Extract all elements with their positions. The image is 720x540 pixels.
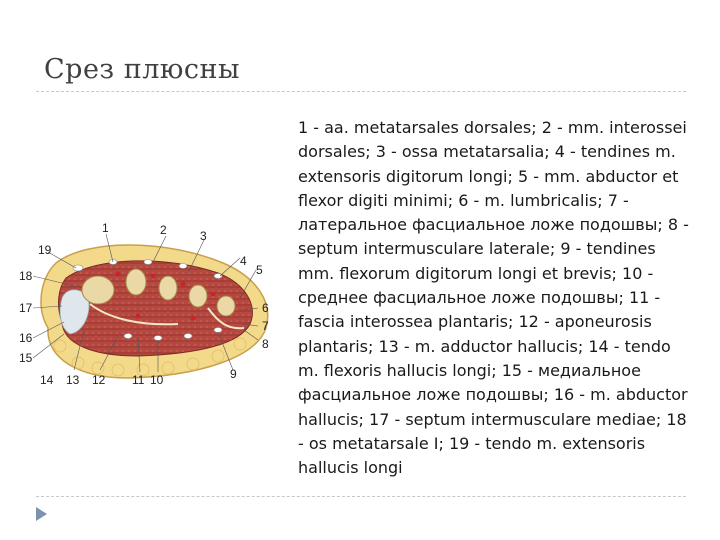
label-17: 17 [19, 301, 33, 315]
label-1: 1 [102, 221, 109, 235]
footer-divider [36, 496, 686, 497]
label-10: 10 [150, 373, 164, 387]
metatarsus-cross-section-figure [18, 218, 280, 388]
label-3: 3 [200, 229, 207, 243]
label-11: 11 [132, 373, 145, 387]
label-7: 7 [262, 319, 269, 333]
label-5: 5 [256, 263, 263, 277]
cross-section-illustration [18, 218, 280, 388]
legend-text: 1 - aa. metatarsales dorsales; 2 - mm. interossei dorsales; 3 - ossa metatarsalia; 4 - tendines m. extensoris digitorum longi; 5 - mm. abductor et flexor digiti minimi; 6 - m. lumbricalis; 7 - латеральное фасциальное ложе подошвы; 8 - septum intermusculare laterale; 9 - tendines mm. flexorum digitorum longi et brevis; 10 - среднее фасциальное ложе подошвы; 11 - fascia interossea plantaris; 12 - aponeurosis plantaris; 13 - m. adductor hallucis; 14 - tendo m. flexoris hallucis longi; 15 - медиальное фасциальное ложе подошвы; 16 - m. abductor hallucis; 17 - septum intermusculare mediae; 18 - os metatarsale I; 19 - tendo m. extensoris hallucis longi [298, 118, 689, 478]
label-15: 15 [19, 351, 33, 365]
label-6: 6 [262, 301, 269, 315]
label-4: 4 [240, 254, 247, 268]
label-13: 13 [66, 373, 80, 387]
label-9: 9 [230, 367, 237, 381]
label-8: 8 [262, 337, 269, 351]
title-divider [36, 91, 686, 92]
label-18: 18 [19, 269, 33, 283]
label-16: 16 [19, 331, 33, 345]
label-12: 12 [92, 373, 106, 387]
slide-bullet-icon [36, 507, 47, 521]
label-14: 14 [40, 373, 54, 387]
slide-title: Срез плюсны [44, 54, 240, 85]
label-19: 19 [38, 243, 52, 257]
label-2: 2 [160, 223, 167, 237]
